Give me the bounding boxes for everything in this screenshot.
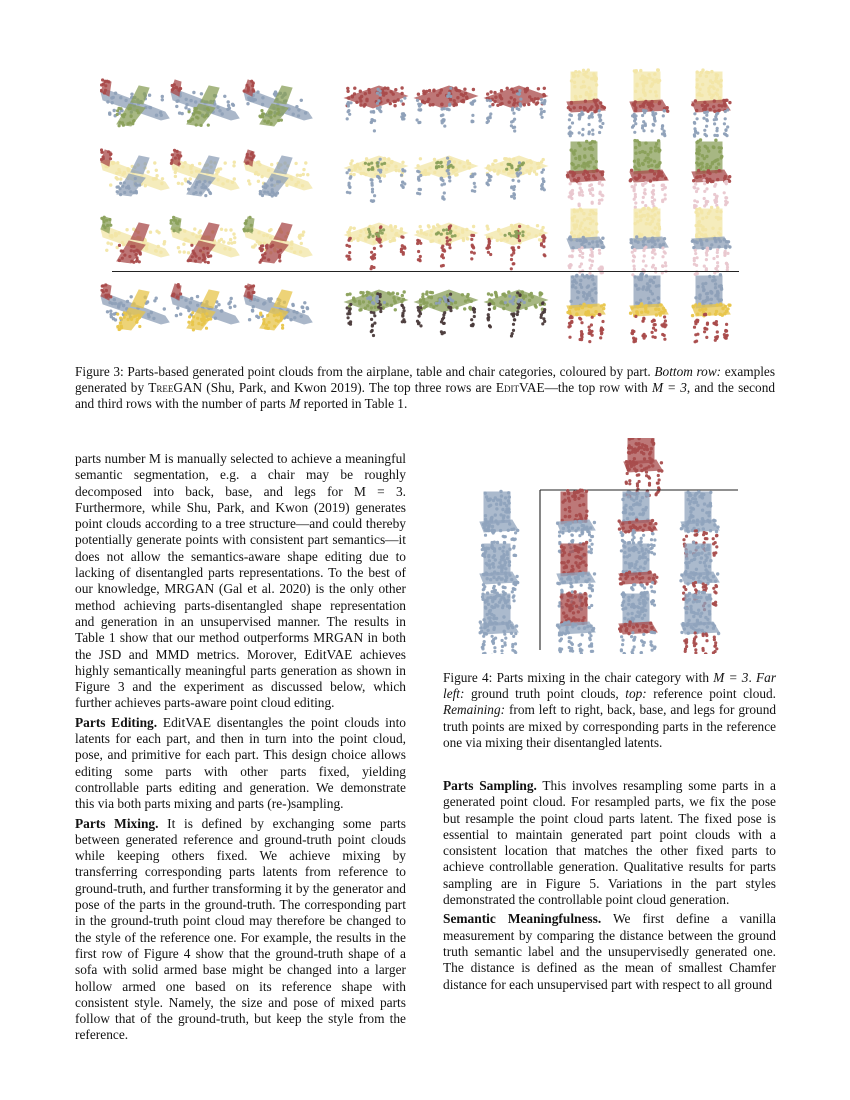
figure-4 <box>470 438 750 654</box>
fig3-chair-r3-c7 <box>567 207 605 274</box>
fig3-airplane-r1-c2 <box>171 80 239 127</box>
fig3-chair-r1-c8 <box>630 68 669 137</box>
fig3-chair-r2-c9 <box>692 138 731 209</box>
fig3-table-r2-c5 <box>415 156 477 201</box>
fig3-airplane-r3-c3 <box>242 216 312 264</box>
fig3-airplane-r2-c2 <box>170 149 239 197</box>
fig3-table-r3-c5 <box>415 223 477 268</box>
fig3-table-r2-c6 <box>485 156 547 200</box>
fig3-table-r3-c4 <box>345 223 407 270</box>
heading-parts-editing: Parts Editing. <box>75 714 158 730</box>
figure-3 <box>100 68 750 350</box>
fig3-chair-r2-c8 <box>629 139 668 209</box>
paragraph-semantic-meaningfulness: Semantic Meaningfulness. We first define a vanilla measurement by comparing the distance between the ground truth semantic label and the unsupervisedly generated one. The distance is defined as the mean of smallest Chamfer distance for each unsupervised part with respect to all ground <box>443 911 776 992</box>
heading-parts-mixing: Parts Mixing. <box>75 815 159 831</box>
paragraph-parts-number: parts number M is manually selected to achieve a meaningful semantic segmentation, e.g. a chair may be roughly decomposed into back, base, and legs for M = 3. Furthermore, while Shu, Park, and Kwon (2019) generates point clouds according to a tree structure—and could thereby potentially generate points with consistent part semantics—it does not allow the semantics-aware shape editing due to lacking of disentangled parts representations. To the best of our knowledge, MRGAN (Gal et al. 2020) is the only other method achieving parts-disentangled shape representation and generation in an unsupervised manner. The results in Table 1 show that our method outperforms MRGAN in both the JSD and MMD metrics. Morover, EditVAE achieves highly semantically meaningful parts generation as shown in Figure 3 and the experiment as discussed below, which further achieves parts-aware point cloud editing. <box>75 451 406 711</box>
fig3-chair-r2-c7 <box>566 140 605 207</box>
fig3-airplane-r4-c2 <box>171 283 239 332</box>
fig4-mixed-back-r3 <box>556 590 596 654</box>
fig4-reference-chair <box>624 438 664 498</box>
fig3-chair-r1-c9 <box>691 68 732 137</box>
fig3-chair-r3-c8 <box>630 207 669 277</box>
paragraph-parts-mixing: Parts Mixing. It is defined by exchanging some parts between generated reference and ground-truth point clouds while keeping others fixed. We achieve mixing by transferring corresponding parts latents from reference to ground-truth, and further transforming it by the generator and pose of the parts in the ground-truth. The corresponding part in the ground-truth point cloud may therefore be changed to the style of the reference one. For example, the results in the first row of Figure 4 show that the ground-truth shape of a sofa with solid armed base might be changed into a larger hollow armed one based on its reference shape with consistent style. Namely, the size and pose of mixed parts follow that of the ground-truth, but keep the style from the reference. <box>75 815 406 1043</box>
figure-4-label: Figure 4: <box>443 670 493 685</box>
fig4-mixed-base-r3 <box>618 591 657 654</box>
fig3-table-r4-c5 <box>415 290 477 335</box>
fig3-airplane-r4-c3 <box>244 284 312 330</box>
left-column <box>75 451 406 1047</box>
figure-3-separator <box>112 271 739 272</box>
fig3-airplane-r1-c3 <box>243 80 312 126</box>
fig3-table-r1-c4 <box>345 86 407 133</box>
right-column <box>443 778 776 996</box>
fig3-airplane-r1-c1 <box>100 78 169 127</box>
heading-semantic-meaningfulness: Semantic Meaningfulness. <box>443 911 602 927</box>
fig3-chair-r3-c9 <box>691 206 732 276</box>
figure-3-label: Figure 3: <box>75 364 124 379</box>
fig3-table-r1-c5 <box>415 86 477 128</box>
fig3-table-r2-c4 <box>345 156 407 203</box>
fig3-airplane-r2-c1 <box>100 148 169 196</box>
fig3-airplane-r4-c1 <box>100 283 169 331</box>
heading-parts-sampling: Parts Sampling. <box>443 778 537 793</box>
fig3-table-r4-c6 <box>485 290 547 338</box>
fig3-airplane-r2-c3 <box>244 150 312 198</box>
fig3-chair-r4-c9 <box>691 273 732 343</box>
fig4-gt-chair-r3 <box>479 590 519 654</box>
fig3-table-r3-c6 <box>485 223 547 270</box>
paragraph-parts-editing: Parts Editing. EditVAE disentangles the point clouds into latents for each part, and then in turn into the point cloud, pose, and primitive for each part. This design choice allows editing some parts with other parts fixed, yielding controllable parts editing and generation. We demonstrate this via both parts mixing and parts (re-)sampling. <box>75 714 406 812</box>
figure-4-caption: Figure 4: Parts mixing in the chair category with M = 3. Far left: ground truth point clouds, top: reference point cloud. Remaining: from left to right, back, base, and legs for ground truth points are mixed by corresponding parts in the reference one via mixing their disentangled latents. <box>443 670 776 750</box>
fig3-chair-r4-c8 <box>629 272 668 343</box>
paragraph-parts-sampling: Parts Sampling. This involves resampling some parts in a generated point cloud. For resampled parts, we fix the pose but resample the point cloud parts latent. The fixed pose is essential to maintain generated part point clouds with a consistent location that matches the other fixed parts to achieve controllable generation. Qualitative results for parts sampling are in Figure 5. Variations in the part styles demonstrated the controllable point cloud generation. <box>443 778 777 908</box>
fig3-table-r1-c6 <box>485 86 547 133</box>
figure-3-caption: Figure 3: Parts-based generated point clouds from the airplane, table and chair categories, coloured by part. Bottom row: examples generated by TreeGAN (Shu, Park, and Kwon 2019). The top three rows are EditVAE—the top row with M = 3, and the second and third rows with the number of parts M reported in Table 1. <box>75 364 775 412</box>
fig3-airplane-r3-c2 <box>170 216 240 264</box>
fig4-mixed-legs-r3 <box>680 590 720 654</box>
fig3-chair-r1-c7 <box>567 68 606 137</box>
fig3-table-r4-c4 <box>345 290 407 337</box>
fig3-airplane-r3-c1 <box>100 216 169 264</box>
fig3-chair-r4-c7 <box>566 273 606 343</box>
